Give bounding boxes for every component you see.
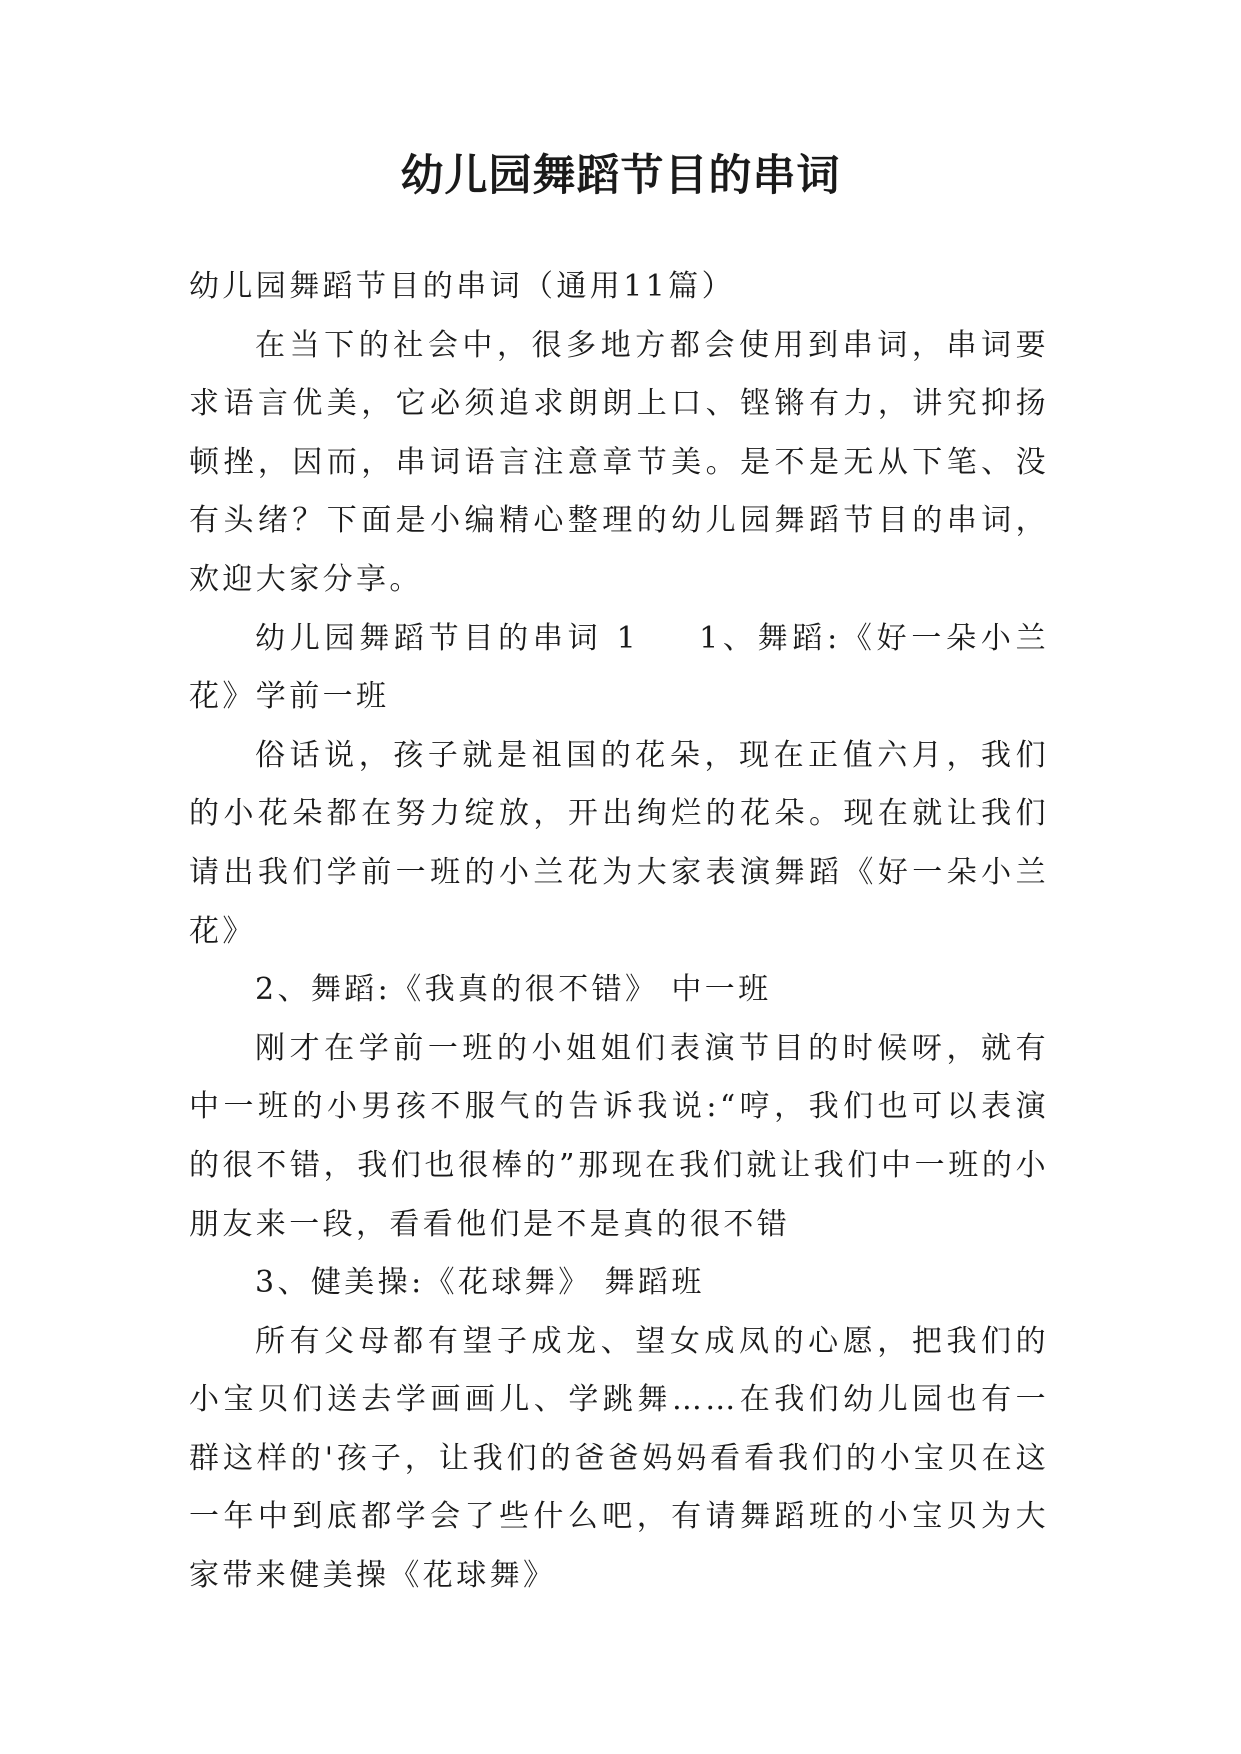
document-subtitle: 幼儿园舞蹈节目的串词（通用11篇） [189,269,735,304]
item3-text: 所有父母都有望子成龙、望女成凤的心愿，把我们的小宝贝们送去学画画儿、学跳舞……在我们幼儿园也有一群这样的'孩子，让我们的爸爸妈妈看看我们的小宝贝在这一年中到底都学会了些什么吧，有请舞蹈班的小宝贝为大家带来健美操《花球舞》 [189,1323,1049,1594]
section1-heading: 幼儿园舞蹈节目的串词 1 [255,620,640,656]
item1-text: 俗话说，孩子就是祖国的花朵，现在正值六月，我们的小花朵都在努力绽放，开出绚烂的花朵。现在就让我们请出我们学前一班的小兰花为大家表演舞蹈《好一朵小兰花》 [189,737,1049,949]
item3-heading: 3、健美操:《花球舞》 舞蹈班 [255,1265,705,1301]
item2-heading: 2、舞蹈:《我真的很不错》 中一班 [255,972,772,1008]
intro-paragraph: 在当下的社会中，很多地方都会使用到串词，串词要求语言优美，它必须追求朗朗上口、铿锵有力，讲究抑扬顿挫，因而，串词语言注意章节美。是不是无从下笔、没有头绪？下面是小编精心整理的幼儿园舞蹈节目的串词，欢迎大家分享。 [189,327,1049,597]
section1-paragraph [189,610,1049,727]
document-title: 幼儿园舞蹈节目的串词 [400,151,841,201]
item1-heading: 1、舞蹈:《好一朵小兰花》学前一班 [189,620,1049,715]
document-body [189,258,1049,1606]
item2-text: 刚才在学前一班的小姐姐们表演节目的时候呀，就有中一班的小男孩不服气的告诉我说:“哼，我们也可以表演的很不错，我们也很棒的”那现在我们就让我们中一班的小朋友来一段，看看他们是不是真的很不错 [189,1030,1049,1242]
